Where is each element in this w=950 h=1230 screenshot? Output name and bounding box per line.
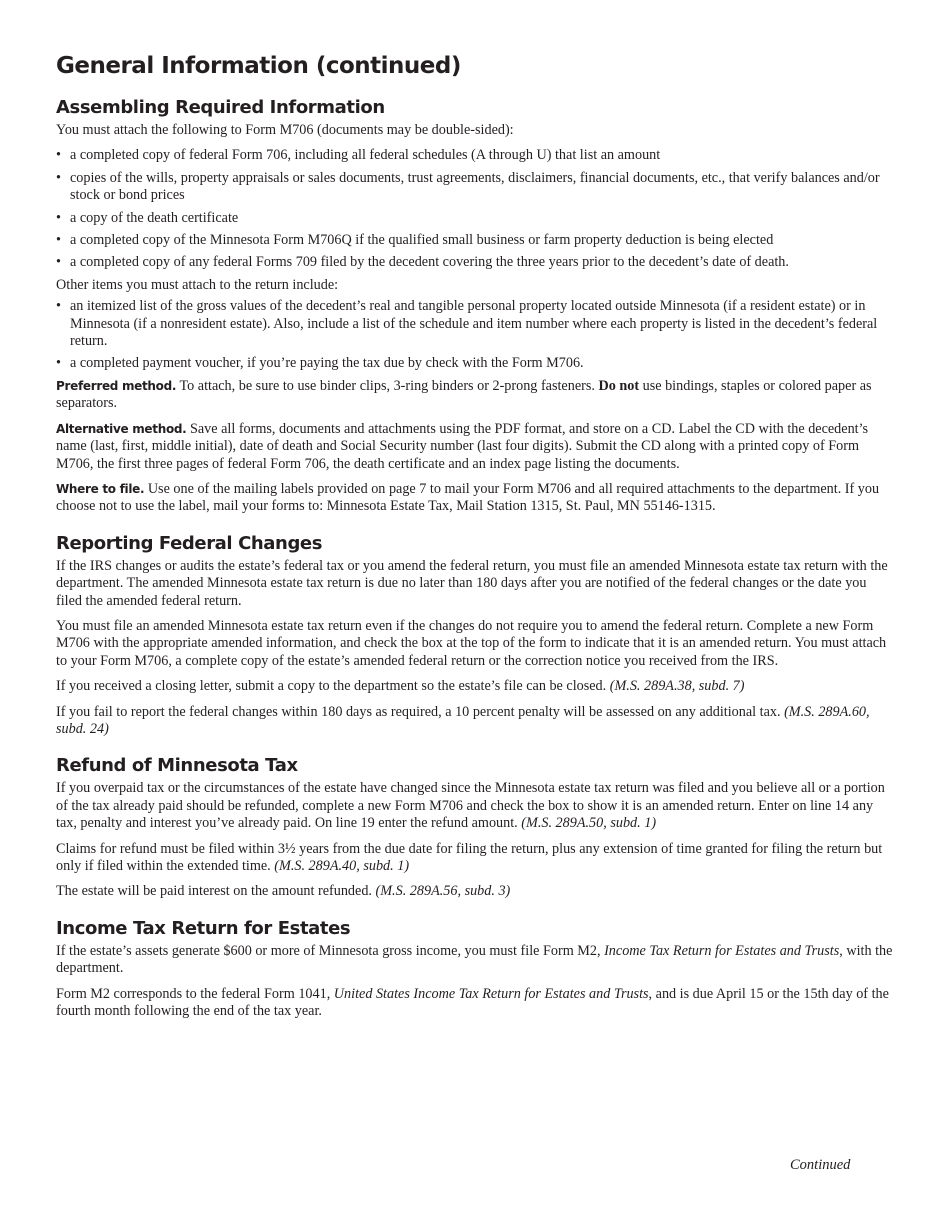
statute-citation: (M.S. 289A.38, subd. 7)	[609, 678, 745, 695]
paragraph: If you overpaid tax or the circumstances of the estate have changed since the Minnesota estate tax return was filed and you believe all or a portion of the tax already paid should be refunded, complete a new Form M706 and check the box to show it is an amended return. Enter on line 14 any tax, penalty and interest you’ve already paid. On line 19 enter the refund amount. (M.S. 289A.50, subd. 1)	[56, 780, 885, 832]
document-page	[56, 50, 894, 1028]
paragraph-lead: Alternative method.	[56, 421, 187, 436]
paragraph: If you received a closing letter, submit a copy to the department so the estate’s file can be closed. (M.S. 289A.38, subd. 7)	[56, 678, 745, 695]
list-item: • copies of the wills, property appraisals or sales documents, trust agreements, disclaimers, financial documents, etc., that verify balances and/or stock or bond prices	[56, 170, 894, 205]
list-item: • a completed payment voucher, if you’re paying the tax due by check with the Form M706.	[56, 355, 894, 372]
section-federal-changes	[56, 532, 894, 739]
list-item: • a completed copy of any federal Forms 709 filed by the decedent covering the three years prior to the decedent’s date of death.	[56, 254, 894, 271]
section-heading: Assembling Required Information	[56, 97, 385, 118]
list-item: • a copy of the death certificate	[56, 210, 894, 227]
paragraph: The estate will be paid interest on the amount refunded. (M.S. 289A.56, subd. 3)	[56, 883, 511, 900]
section-heading: Reporting Federal Changes	[56, 532, 323, 554]
page-title: General Information (continued)	[56, 53, 461, 79]
form-title: Income Tax Return for Estates and Trusts	[604, 942, 840, 959]
section-income-tax	[56, 917, 894, 1021]
alternative-method-paragraph: Alternative method. Save all forms, documents and attachments using the PDF format, and store on a CD. Label the CD with the decedent’s name (last, first, middle initial), date of death and Social Security number (last four digits). Submit the CD along with a printed copy of Form M706, the first three pages of federal Form 706, the death certificate and an index page listing the documents.	[56, 420, 869, 472]
list-item: • an itemized list of the gross values of the decedent’s real and tangible personal property located outside Minnesota (if a resident estate) or in Minnesota (if a nonresident estate). Also, include a list of the schedule and item number where each property is listed in the decedent’s federal return.	[56, 298, 894, 350]
statute-citation: (M.S. 289A.50, subd. 1)	[521, 815, 657, 832]
other-items-intro: Other items you must attach to the return include:	[56, 276, 339, 293]
section-assembling	[56, 96, 894, 516]
paragraph-lead: Preferred method.	[56, 378, 177, 393]
required-attachments-list	[56, 147, 894, 271]
paragraph: Form M2 corresponds to the federal Form 1041, United States Income Tax Return for Estates and Trusts, and is due April 15 or the 15th day of the fourth month following the end of the tax year.	[56, 985, 889, 1020]
list-item: • a completed copy of the Minnesota Form M706Q if the qualified small business or farm property deduction is being elected	[56, 232, 894, 249]
section-heading: Refund of Minnesota Tax	[56, 755, 298, 777]
where-to-file-paragraph: Where to file. Use one of the mailing labels provided on page 7 to mail your Form M706 and all required attachments to the department. If you choose not to use the label, mail your forms to: Minnesota Estate Tax, Mail Station 1315, St. Paul, MN 55146-1315.	[56, 480, 880, 515]
statute-citation: (M.S. 289A.60, subd. 24)	[56, 703, 870, 737]
emphasis: Do not	[598, 377, 640, 394]
preferred-method-paragraph: Preferred method. To attach, be sure to use binder clips, 3-ring binders or 2-prong fasteners. Do not use bindings, staples or colored paper as separators.	[56, 377, 872, 412]
continued-label: Continued	[790, 1157, 851, 1173]
form-title: United States Income Tax Return for Estates and Trusts	[333, 985, 649, 1002]
section-refund	[56, 754, 894, 900]
paragraph: You must file an amended Minnesota estate tax return even if the changes do not require you to amend the federal return. Complete a new Form M706 with the appropriate amended information, and check the box at the top of the form to indicate that it is an amended return. You must attach to your Form M706, a complete copy of the estate’s amended federal return or the correction notice you received from the IRS.	[56, 617, 887, 669]
paragraph-lead: Where to file.	[56, 481, 145, 496]
assembling-intro: You must attach the following to Form M706 (documents may be double-sided):	[56, 122, 514, 138]
statute-citation: (M.S. 289A.40, subd. 1)	[274, 858, 410, 874]
section-heading: Income Tax Return for Estates	[56, 917, 351, 939]
paragraph: If you fail to report the federal changes within 180 days as required, a 10 percent penalty will be assessed on any additional tax. (M.S. 289A.60, subd. 24)	[56, 703, 870, 737]
statute-citation: (M.S. 289A.56, subd. 3)	[375, 883, 511, 900]
paragraph: Claims for refund must be filed within 3½ years from the due date for filing the return, plus any extension of time granted for filing the return but only if filed within the extended time. (M.S. 289A.40, subd. 1)	[56, 840, 883, 874]
paragraph: If the IRS changes or audits the estate’s federal tax or you amend the federal return, you must file an amended Minnesota estate tax return with the department. The amended Minnesota estate tax return is due no later than 180 days after you are notified of the federal changes or the date you filed the amended federal return.	[56, 557, 888, 609]
paragraph: If the estate’s assets generate $600 or more of Minnesota gross income, you must file Form M2, Income Tax Return for Estates and Trusts, with the department.	[56, 942, 893, 977]
list-item: • a completed copy of federal Form 706, including all federal schedules (A through U) that list an amount	[56, 147, 894, 164]
other-attachments-list	[56, 298, 894, 373]
